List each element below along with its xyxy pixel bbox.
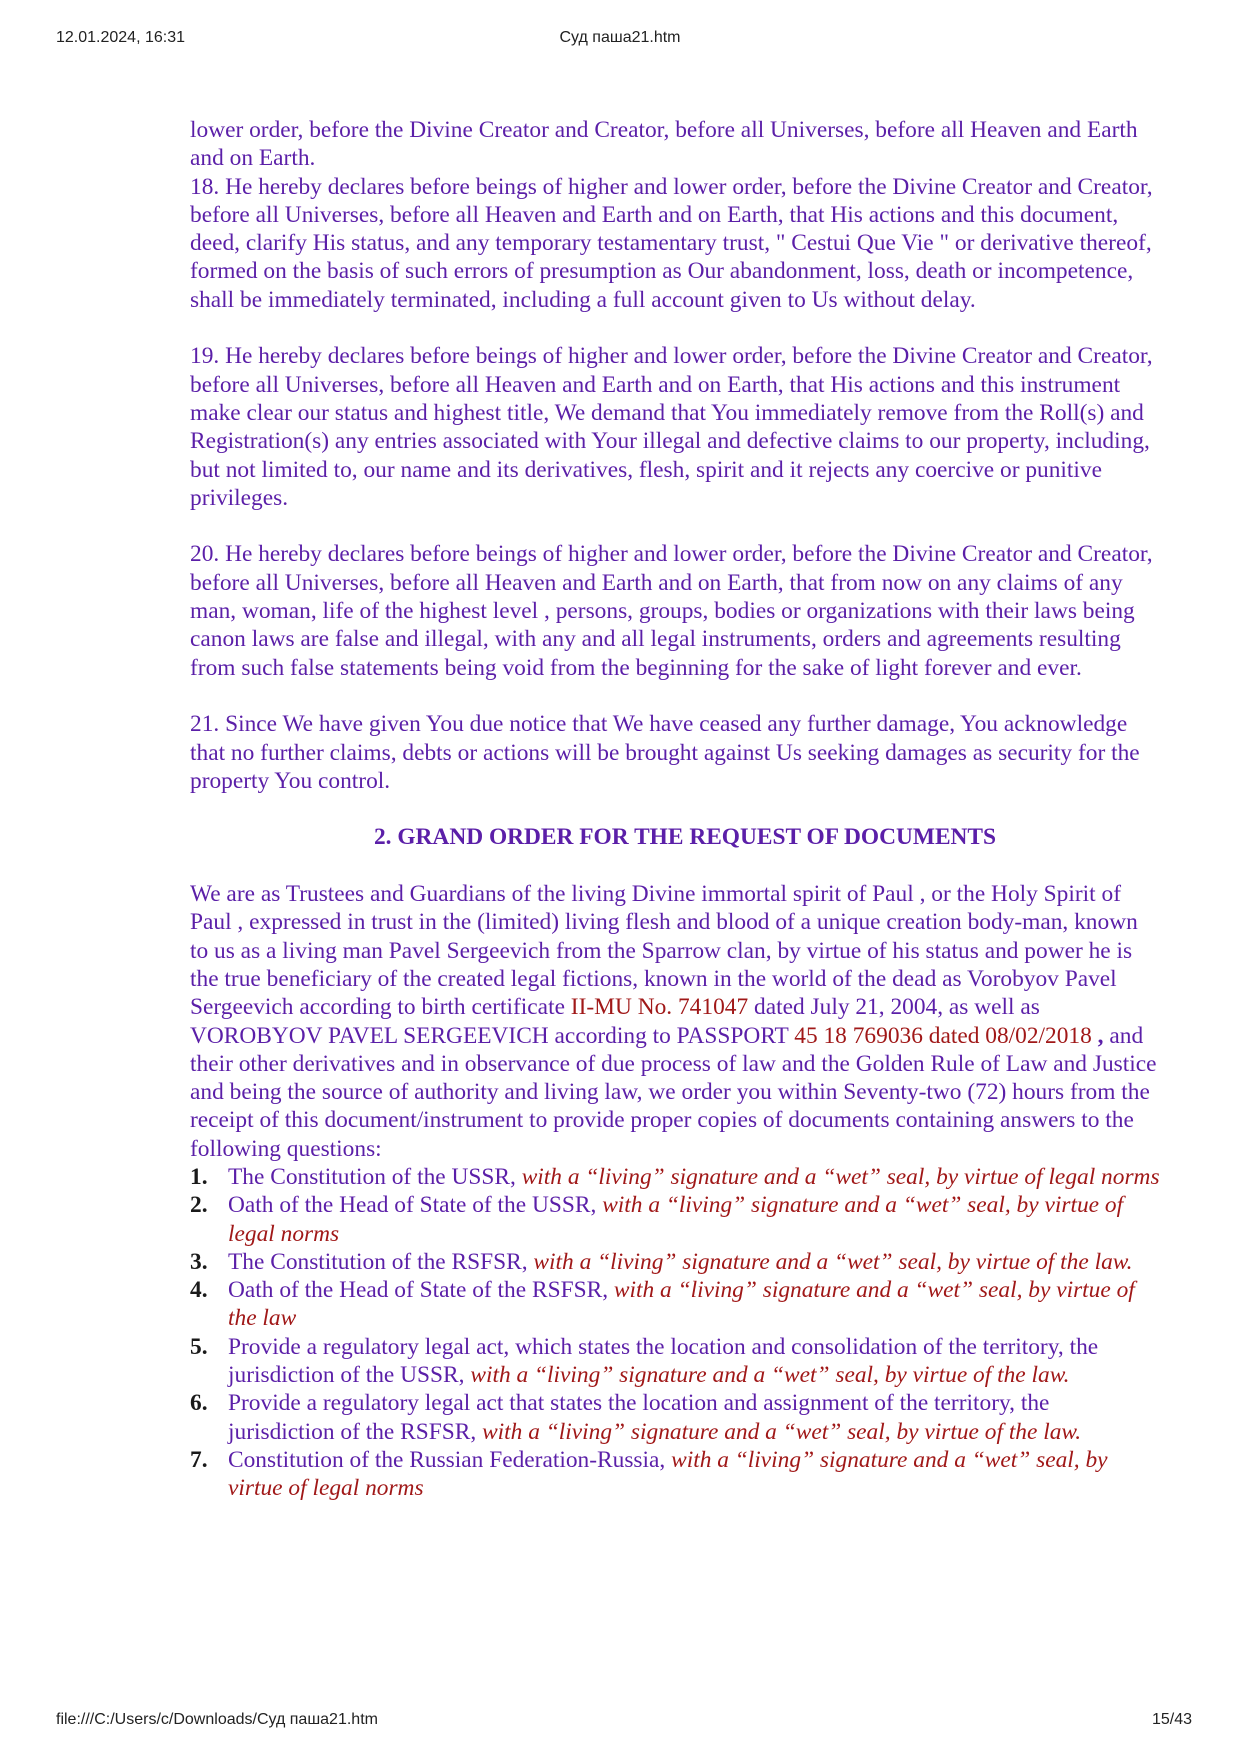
birth-certificate-number: II-MU No. 741047 (570, 994, 749, 1021)
list-item (190, 1446, 1160, 1503)
section-title: 2. GRAND ORDER FOR THE REQUEST OF DOCUMENTS (373, 824, 997, 851)
paragraph-gap (190, 512, 1160, 540)
paragraph-gap (190, 795, 1160, 823)
print-title: Суд паша21.htm (559, 29, 681, 46)
print-datetime: 12.01.2024, 16:31 (56, 29, 186, 46)
list-item-number: 1. (190, 1163, 208, 1190)
list-item-number: 3. (190, 1248, 208, 1275)
paragraph-gap (190, 682, 1160, 710)
list-item-requirement: with a “living” signature and a “wet” seal, by virtue of legal norms (228, 1192, 1124, 1247)
page-number: 15/43 (1151, 1711, 1192, 1728)
list-item-text: The Constitution of the USSR, (228, 1163, 522, 1190)
list-item-requirement: with a “living” signature and a “wet” seal, by virtue of legal norms (228, 1446, 1108, 1502)
paragraph-20: 20. He hereby declares before beings of higher and lower order, before the Divine Creator and Creator, before all Universes, before all Heaven and Earth and on Earth, that from now on any claims of any man, woman, life of the highest level , persons, groups, bodies or organizations with their laws being canon laws are false and illegal, with any and all legal instruments, orders and agreements resulting from such false statements being void from the beginning for the sake of light forever and ever. (190, 541, 1153, 681)
paragraph-gap (190, 852, 1160, 880)
passport-date: dated 08/02/2018 (922, 1022, 1092, 1049)
documents-list (190, 1163, 1160, 1503)
list-item (190, 1191, 1160, 1248)
passport-number: 45 18 769036 (794, 1022, 923, 1049)
intro-text-d: and their other derivatives and in observance of due process of law and the Golden Rule of Law and Justice and being the source of authority and living law, we order you within Seventy-two (72) hours from the receipt of this document/instrument to provide proper copies of documents containing answers to the following questions: (190, 1022, 1157, 1162)
list-item-number: 4. (190, 1277, 208, 1304)
file-path-link[interactable]: file:///C:/Users/c/Downloads/Суд паша21.htm (56, 1711, 378, 1728)
list-item-number: 2. (190, 1192, 208, 1219)
list-item-requirement: with a “living” signature and a “wet” seal, by virtue of the law. (470, 1362, 1070, 1389)
list-item-number: 6. (190, 1390, 208, 1417)
list-item-requirement: with a “living” signature and a “wet” seal, by virtue of the law (228, 1277, 1135, 1332)
list-item-requirement: with a “living” signature and a “wet” seal, by virtue of the law. (482, 1418, 1082, 1445)
paragraph-21: 21. Since We have given You due notice that We have ceased any further damage, You acknowledge that no further claims, debts or actions will be brought against Us seeking damages as security for the property You control. (190, 711, 1140, 794)
list-item-number: 7. (190, 1446, 208, 1473)
list-item (190, 1163, 1160, 1191)
list-item-text: Provide a regulatory legal act that states the location and assignment of the territory, the jurisdiction of the RSFSR, (228, 1390, 1050, 1445)
list-item (190, 1389, 1160, 1446)
list-item-text: Oath of the Head of State of the USSR, (228, 1192, 603, 1219)
paragraph-18: 18. He hereby declares before beings of higher and lower order, before the Divine Creator and Creator, before all Universes, before all Heaven and Earth and on Earth, that His actions and this document, deed, clarify His status, and any temporary testamentary trust, " Cestui Que Vie " or derivative thereof, formed on the basis of such errors of presumption as Our abandonment, loss, death or incompetence, shall be immediately terminated, including a full account given to Us without delay. (190, 173, 1153, 313)
intro-text-b: dated July 21, 2004, as well as VOROBYOV PAVEL SERGEEVICH according to PASSPORT (190, 994, 1040, 1049)
paragraph-17-continued: lower order, before the Divine Creator and Creator, before all Universes, before all Heaven and Earth and on Earth. (190, 117, 1138, 172)
list-item-requirement: with a “living” signature and a “wet” seal, by virtue of legal norms (521, 1163, 1160, 1190)
list-item-number: 5. (190, 1333, 208, 1360)
intro-text-a: We are as Trustees and Guardians of the living Divine immortal spirit of Paul , or the Holy Spirit of Paul , expressed in trust in the (limited) living flesh and blood of a unique creation body-man, known to us as a living man Pavel Sergeevich from the Sparrow clan, by virtue of his status and power he is the true beneficiary of the created legal fictions, known in the world of the dead as Vorobyov Pavel Sergeevich according to birth certificate (190, 881, 1138, 1021)
list-item-requirement: with a “living” signature and a “wet” seal, by virtue of the law. (533, 1248, 1133, 1275)
list-item (190, 1276, 1160, 1333)
list-item (190, 1248, 1160, 1276)
intro-bold-comma: , (1091, 1022, 1104, 1049)
section-intro (190, 880, 1160, 1163)
list-item-text: Provide a regulatory legal act, which states the location and consolidation of the territory, the jurisdiction of the USSR, (228, 1333, 1099, 1389)
list-item-text: The Constitution of the RSFSR, (228, 1248, 534, 1275)
document-body (190, 116, 1160, 1503)
paragraph-19: 19. He hereby declares before beings of higher and lower order, before the Divine Creator and Creator, before all Universes, before all Heaven and Earth and on Earth, that His actions and this instrument make clear our status and highest title, We demand that You immediately remove from the Roll(s) and Registration(s) any entries associated with Your illegal and defective claims to our property, including, but not limited to, our name and its derivatives, flesh, spirit and it rejects any coercive or punitive privileges. (190, 343, 1153, 511)
list-item-text: Constitution of the Russian Federation-Russia, (228, 1446, 672, 1473)
list-item (190, 1333, 1160, 1390)
paragraph-gap (190, 314, 1160, 342)
list-item-text: Oath of the Head of State of the RSFSR, (228, 1277, 614, 1304)
